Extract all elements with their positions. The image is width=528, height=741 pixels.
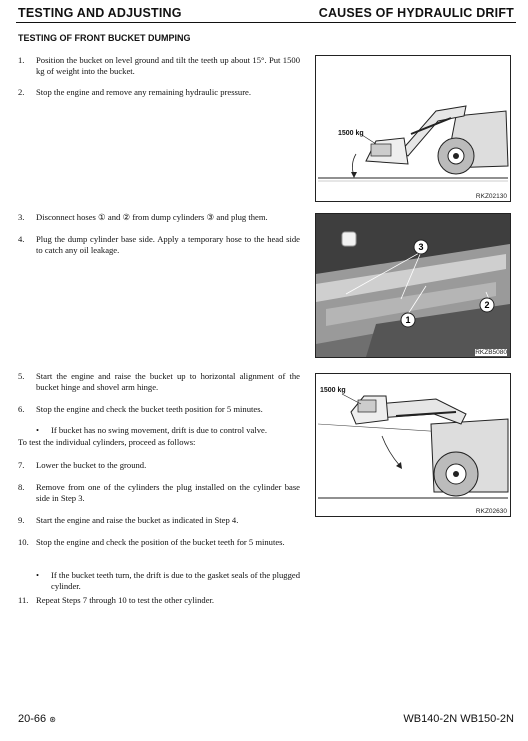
figure-code: RKZB5080 xyxy=(475,349,507,356)
step-number: 9. xyxy=(18,515,25,525)
figure-dump-cylinder-photo xyxy=(315,213,511,358)
step-number: 2. xyxy=(18,87,25,97)
figure-code: RKZ02130 xyxy=(475,193,507,200)
step-11 xyxy=(18,595,300,606)
step-text: Lower the bucket to the ground. xyxy=(36,460,147,470)
step-2 xyxy=(18,87,300,98)
note-text: If the bucket teeth turn, the drift is due to the gasket seals of the plugged cylinder. xyxy=(51,570,300,592)
bullet-icon: • xyxy=(36,570,40,580)
step-number: 8. xyxy=(18,482,25,492)
step-9 xyxy=(18,515,300,526)
step-10 xyxy=(18,537,300,548)
step-6 xyxy=(18,404,300,415)
step-10-note xyxy=(36,570,300,593)
callout-1: 1 xyxy=(405,315,411,325)
step-text: Stop the engine and check the bucket teeth position for 5 minutes. xyxy=(36,404,263,414)
note-text: If bucket has no swing movement, drift is due to control valve. xyxy=(51,425,267,435)
individual-test-intro: To test the individual cylinders, proceed as follows: xyxy=(18,437,196,447)
header-chapter-title: CAUSES OF HYDRAULIC DRIFT xyxy=(318,6,514,20)
step-number: 11. xyxy=(18,595,29,605)
header-divider xyxy=(16,22,516,23)
step-5 xyxy=(18,371,300,394)
step-8 xyxy=(18,482,300,505)
callout-2: 2 xyxy=(484,300,490,310)
bullet-icon: • xyxy=(36,425,40,435)
figure-code: RKZ02630 xyxy=(475,508,507,515)
step-number: 10. xyxy=(18,537,29,547)
step-text: Stop the engine and check the position of the bucket teeth for 5 minutes. xyxy=(36,537,285,547)
step-text: Disconnect hoses ① and ② from dump cylinders ③ and plug them. xyxy=(36,212,268,222)
step-number: 5. xyxy=(18,371,25,381)
loader-drawing-1 xyxy=(316,56,510,201)
footer-page-number xyxy=(18,713,56,725)
weight-label: 1500 kg xyxy=(320,387,346,394)
step-number: 4. xyxy=(18,234,25,244)
figure-bucket-loaded xyxy=(315,55,511,202)
step-text: Start the engine and raise the bucket up to horizontal alignment of the bucket hinge and shovel arm hinge. xyxy=(36,371,300,393)
step-text: Stop the engine and remove any remaining hydraulic pressure. xyxy=(36,87,252,97)
step-number: 7. xyxy=(18,460,25,470)
callout-3: 3 xyxy=(418,242,424,252)
step-text: Remove from one of the cylinders the plug installed on the cylinder base side in Step 3. xyxy=(36,482,300,504)
step-text: Repeat Steps 7 through 10 to test the other cylinder. xyxy=(36,595,215,605)
loader-drawing-2 xyxy=(316,374,510,516)
step-3 xyxy=(18,212,300,223)
step-number: 6. xyxy=(18,404,25,414)
step-1 xyxy=(18,55,300,78)
step-6-note xyxy=(36,425,300,436)
step-text: Start the engine and raise the bucket as indicated in Step 4. xyxy=(36,515,239,525)
weight-label: 1500 kg xyxy=(338,130,364,137)
step-text: Plug the dump cylinder base side. Apply a temporary hose to the head side to catch any oil leakage. xyxy=(36,234,300,256)
footer-models: WB140-2N WB150-2N xyxy=(403,713,514,725)
step-4 xyxy=(18,234,300,257)
step-number: 1. xyxy=(18,55,25,65)
step-7 xyxy=(18,460,300,471)
page-mark-icon: ⊛ xyxy=(49,715,56,724)
step-number: 3. xyxy=(18,212,25,222)
header-section-title: TESTING AND ADJUSTING xyxy=(18,6,182,20)
step-text: Position the bucket on level ground and tilt the teeth up about 15°. Put 1500 kg of weight into the bucket. xyxy=(36,55,300,77)
page-number: 20-66 xyxy=(18,713,47,725)
section-heading: TESTING OF FRONT BUCKET DUMPING xyxy=(18,33,191,43)
cylinder-photo xyxy=(316,214,510,357)
figure-bucket-raised xyxy=(315,373,511,517)
